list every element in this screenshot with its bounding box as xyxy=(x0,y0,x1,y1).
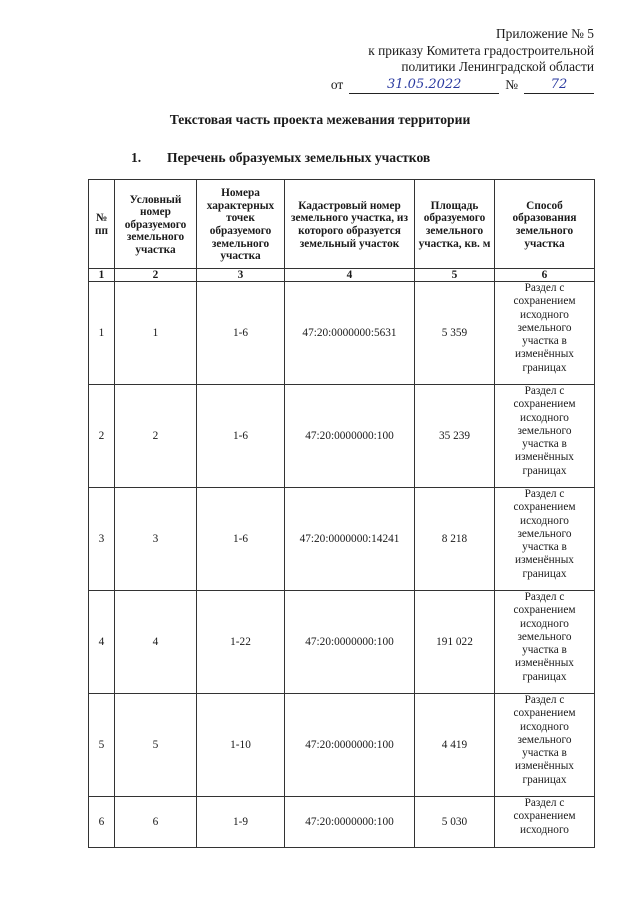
formation-method-line: земельного xyxy=(517,733,572,746)
formation-method-line: исходного xyxy=(520,411,569,424)
formation-method-line: сохранением xyxy=(513,810,576,823)
column-header: Способ образования земельного участка xyxy=(495,180,595,269)
plot-area: 8 218 xyxy=(415,488,495,591)
cadastral-number: 47:20:0000000:100 xyxy=(285,797,415,848)
formation-method-line: изменённых xyxy=(515,657,574,670)
formation-method-line: изменённых xyxy=(515,554,574,567)
order-reference: к приказу Комитета градостроительной xyxy=(368,42,594,58)
plot-area: 4 419 xyxy=(415,694,495,797)
column-header: № пп xyxy=(89,180,115,269)
characteristic-points: 1-10 xyxy=(197,694,285,797)
formation-method-line: участка в xyxy=(522,747,567,760)
formation-method-line: границах xyxy=(522,567,567,580)
formation-method-line: Раздел с xyxy=(524,488,565,500)
land-plots-table xyxy=(88,179,595,848)
formation-method-line: сохранением xyxy=(513,295,576,308)
column-header: Кадастровый номер земельного участка, из которого образуется земельный участок xyxy=(285,180,415,269)
handwritten-date: 31.05.2022 xyxy=(349,77,499,94)
date-prefix: от xyxy=(330,77,344,93)
formation-method-line: изменённых xyxy=(515,451,574,464)
formation-method-line: участка в xyxy=(522,438,567,451)
formation-method-line: земельного xyxy=(517,527,572,540)
characteristic-points: 1-6 xyxy=(197,488,285,591)
authority-name: политики Ленинградской области xyxy=(401,59,594,75)
formation-method xyxy=(495,797,595,848)
formation-method-line: границах xyxy=(522,670,567,683)
characteristic-points: 1-6 xyxy=(197,282,285,385)
table-row xyxy=(89,488,595,591)
table-row xyxy=(89,797,595,848)
appendix-header xyxy=(324,26,594,94)
conditional-number: 4 xyxy=(115,591,197,694)
characteristic-points: 1-6 xyxy=(197,385,285,488)
formation-method-line: Раздел с xyxy=(524,282,565,294)
formation-method-line: земельного xyxy=(517,630,572,643)
formation-method xyxy=(495,385,595,488)
row-number: 1 xyxy=(89,282,115,385)
conditional-number: 6 xyxy=(115,797,197,848)
formation-method-line: сохранением xyxy=(513,707,576,720)
column-number: 6 xyxy=(495,269,595,282)
handwritten-number: 72 xyxy=(524,77,594,94)
formation-method-line: сохранением xyxy=(513,398,576,411)
formation-method-line: изменённых xyxy=(515,760,574,773)
column-number: 2 xyxy=(115,269,197,282)
formation-method-line: границах xyxy=(522,773,567,786)
formation-method-line: границах xyxy=(522,464,567,477)
conditional-number: 1 xyxy=(115,282,197,385)
table-row xyxy=(89,591,595,694)
formation-method-line: изменённых xyxy=(515,348,574,361)
row-number: 2 xyxy=(89,385,115,488)
date-number-line xyxy=(324,77,594,94)
table-header-row xyxy=(89,180,595,269)
formation-method xyxy=(495,591,595,694)
plot-area: 5 359 xyxy=(415,282,495,385)
plot-area: 191 022 xyxy=(415,591,495,694)
table-row xyxy=(89,385,595,488)
formation-method-line: сохранением xyxy=(513,501,576,514)
formation-method-line: земельного xyxy=(517,424,572,437)
plot-area: 5 030 xyxy=(415,797,495,848)
section-title: Перечень образуемых земельных участков xyxy=(167,150,431,165)
formation-method-line: Раздел с xyxy=(524,385,565,397)
column-number-row xyxy=(89,269,595,282)
formation-method-line: Раздел с xyxy=(524,797,565,809)
formation-method-line: земельного xyxy=(517,321,572,334)
formation-method xyxy=(495,694,595,797)
conditional-number: 3 xyxy=(115,488,197,591)
column-header: Номера характерных точек образуемого земельного участка xyxy=(197,180,285,269)
cadastral-number: 47:20:0000000:100 xyxy=(285,694,415,797)
number-prefix: № xyxy=(505,77,518,93)
formation-method-line: границах xyxy=(522,361,567,374)
section-heading xyxy=(131,150,430,166)
appendix-number: Приложение № 5 xyxy=(495,26,594,41)
table-row xyxy=(89,694,595,797)
characteristic-points: 1-9 xyxy=(197,797,285,848)
cadastral-number: 47:20:0000000:100 xyxy=(285,385,415,488)
column-number: 1 xyxy=(89,269,115,282)
row-number: 3 xyxy=(89,488,115,591)
formation-method-line: участка в xyxy=(522,644,567,657)
column-header: Площадь образуемого земельного участка, кв. м xyxy=(415,180,495,269)
formation-method xyxy=(495,282,595,385)
formation-method-line: Раздел с xyxy=(524,591,565,603)
document-title: Текстовая часть проекта межевания территории xyxy=(169,112,471,127)
column-number: 4 xyxy=(285,269,415,282)
column-number: 5 xyxy=(415,269,495,282)
column-header: Условный номер образуемого земельного участка xyxy=(115,180,197,269)
row-number: 4 xyxy=(89,591,115,694)
row-number: 5 xyxy=(89,694,115,797)
formation-method xyxy=(495,488,595,591)
formation-method-line: исходного xyxy=(520,308,569,321)
column-number: 3 xyxy=(197,269,285,282)
formation-method-line: исходного xyxy=(520,823,569,836)
cadastral-number: 47:20:0000000:5631 xyxy=(285,282,415,385)
cadastral-number: 47:20:0000000:100 xyxy=(285,591,415,694)
cadastral-number: 47:20:0000000:14241 xyxy=(285,488,415,591)
formation-method-line: Раздел с xyxy=(524,694,565,706)
formation-method-line: участка в xyxy=(522,541,567,554)
plot-area: 35 239 xyxy=(415,385,495,488)
formation-method-line: исходного xyxy=(520,720,569,733)
formation-method-line: сохранением xyxy=(513,604,576,617)
formation-method-line: исходного xyxy=(520,617,569,630)
formation-method-line: исходного xyxy=(520,514,569,527)
conditional-number: 2 xyxy=(115,385,197,488)
section-number: 1. xyxy=(131,150,142,165)
conditional-number: 5 xyxy=(115,694,197,797)
characteristic-points: 1-22 xyxy=(197,591,285,694)
formation-method-line: участка в xyxy=(522,335,567,348)
table-row xyxy=(89,282,595,385)
row-number: 6 xyxy=(89,797,115,848)
